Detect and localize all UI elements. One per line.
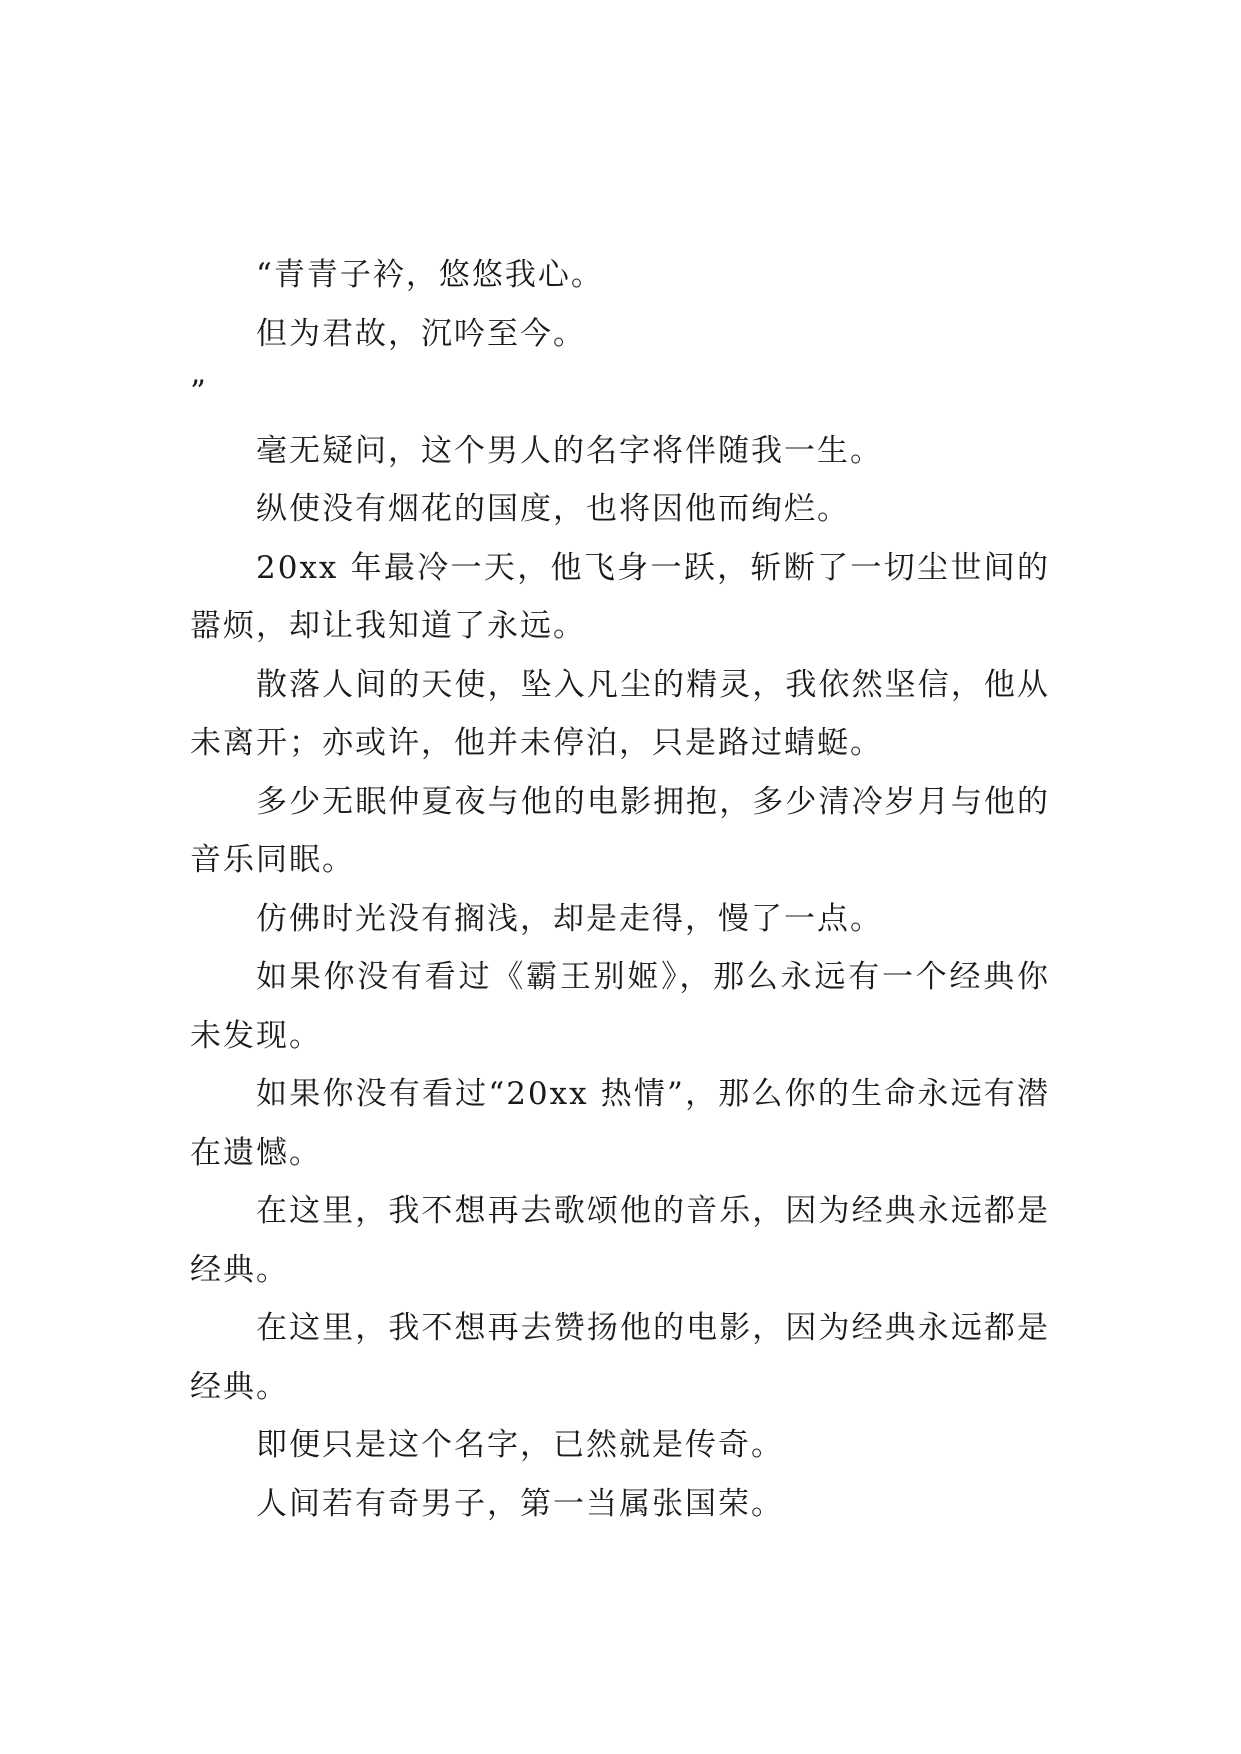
paragraph-2: 但为君故，沉吟至今。 bbox=[256, 315, 586, 352]
paragraph-11: 如果你没有看过“20xx 热情”，那么你的生命永远有潜在遗憾。 bbox=[190, 1076, 1050, 1171]
paragraph-6: 20xx 年最冷一天，他飞身一跃，斩断了一切尘世间的嚣烦，却让我知道了永远。 bbox=[190, 549, 1050, 644]
paragraph-8: 多少无眠仲夏夜与他的电影拥抱，多少清冷岁月与他的音乐同眠。 bbox=[190, 783, 1050, 878]
paragraph-7: 散落人间的天使，坠入凡尘的精灵，我依然坚信，他从未离开；亦或许，他并未停泊，只是路过蜻蜓。 bbox=[190, 666, 1050, 761]
paragraph-14: 即便只是这个名字，已然就是传奇。 bbox=[256, 1427, 784, 1463]
paragraph-12: 在这里，我不想再去歌颂他的音乐，因为经典永远都是经典。 bbox=[190, 1193, 1050, 1288]
paragraph-4: 毫无疑问，这个男人的名字将伴随我一生。 bbox=[256, 432, 883, 469]
paragraph-13: 在这里，我不想再去赞扬他的电影，因为经典永远都是经典。 bbox=[190, 1310, 1050, 1405]
paragraph-3: ” bbox=[190, 374, 208, 410]
paragraph-15: 人间若有奇男子，第一当属张国荣。 bbox=[256, 1485, 784, 1522]
document-body bbox=[190, 246, 1050, 1533]
paragraph-9: 仿佛时光没有搁浅，却是走得，慢了一点。 bbox=[256, 900, 883, 937]
paragraph-5: 纵使没有烟花的国度，也将因他而绚烂。 bbox=[256, 491, 850, 527]
paragraph-10: 如果你没有看过《霸王别姬》，那么永远有一个经典你未发现。 bbox=[190, 959, 1050, 1054]
paragraph-1: “青青子衿，悠悠我心。 bbox=[256, 257, 604, 293]
